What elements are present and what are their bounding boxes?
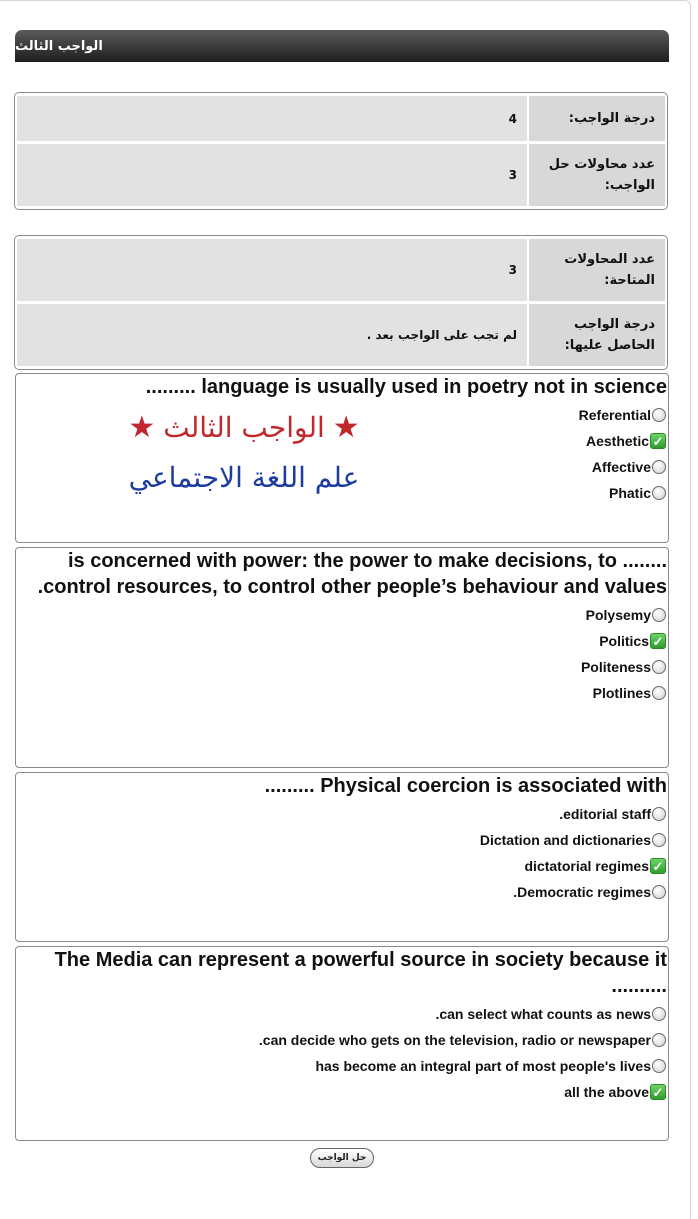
radio-icon[interactable] — [652, 408, 666, 422]
option-politics[interactable] — [16, 628, 668, 654]
radio-icon[interactable] — [652, 833, 666, 847]
homework-title-bar — [15, 30, 669, 62]
radio-icon[interactable] — [652, 1033, 666, 1047]
question-3-text: Physical coercion is associated with ......... — [264, 775, 667, 797]
question-4-text: The Media can represent a powerful source in society because it .......... — [54, 949, 667, 997]
status-row-available — [17, 239, 665, 301]
checkmark-icon[interactable]: ✓ — [650, 433, 666, 449]
option-label: has become an integral part of most people's lives — [315, 1058, 651, 1074]
option-label: Polysemy — [585, 607, 651, 623]
radio-icon[interactable] — [652, 1007, 666, 1021]
option-label: can decide who gets on the television, radio or newspaper. — [258, 1032, 651, 1048]
option-dictation[interactable] — [16, 827, 668, 853]
radio-icon[interactable] — [652, 1059, 666, 1073]
option-dictatorial-regimes[interactable] — [16, 853, 668, 879]
grade-value: 4 — [17, 96, 527, 141]
banner-title — [124, 406, 364, 450]
option-label: editorial staff. — [559, 806, 651, 822]
available-attempts-label: عدد المحاولات المتاحة: — [529, 239, 665, 301]
homework-banner-image — [124, 406, 364, 516]
option-label: can select what counts as news. — [435, 1006, 651, 1022]
radio-icon[interactable] — [652, 608, 666, 622]
grade-label: درجة الواجب: — [529, 96, 665, 141]
radio-icon[interactable] — [652, 807, 666, 821]
option-editorial-staff[interactable] — [16, 801, 668, 827]
option-label: Dictation and dictionaries — [479, 832, 651, 848]
homework-summary-table — [14, 92, 668, 210]
radio-icon[interactable] — [652, 885, 666, 899]
banner-title-text: الواجب الثالث — [163, 411, 325, 444]
star-icon: ★ — [332, 410, 360, 445]
checkmark-icon[interactable]: ✓ — [650, 858, 666, 874]
obtained-grade-label: درجة الواجب الحاصل عليها: — [529, 304, 665, 366]
attempts-status-table — [14, 235, 668, 370]
option-all-above[interactable] — [16, 1079, 668, 1105]
option-politeness[interactable] — [16, 654, 668, 680]
radio-icon[interactable] — [652, 686, 666, 700]
option-label: dictatorial regimes — [524, 858, 649, 874]
question-2 — [15, 547, 669, 768]
banner-subtitle: علم اللغة الاجتماعي — [128, 461, 360, 494]
option-label: Phatic — [608, 485, 651, 501]
option-plotlines[interactable] — [16, 680, 668, 706]
summary-row-attempts — [17, 144, 665, 206]
option-label: Plotlines — [592, 685, 651, 701]
option-democratic-regimes[interactable] — [16, 879, 668, 905]
option-label: Affective — [591, 459, 651, 475]
question-3-options — [16, 801, 668, 905]
question-1-text: language is usually used in poetry not in science ......... — [145, 376, 667, 398]
question-3 — [15, 772, 669, 942]
attempts-value: 3 — [17, 144, 527, 206]
option-select-news[interactable] — [16, 1001, 668, 1027]
radio-icon[interactable] — [652, 660, 666, 674]
option-label: Democratic regimes. — [513, 884, 651, 900]
question-4-options — [16, 1001, 668, 1105]
option-label: Referential — [578, 407, 651, 423]
checkmark-icon[interactable]: ✓ — [650, 633, 666, 649]
page-title: الواجب الثالث — [15, 38, 103, 54]
checkmark-icon[interactable]: ✓ — [650, 1084, 666, 1100]
option-label: Politics — [599, 633, 649, 649]
question-4 — [15, 946, 669, 1141]
option-label: Aesthetic — [585, 433, 649, 449]
status-row-obtained — [17, 304, 665, 366]
radio-icon[interactable] — [652, 460, 666, 474]
radio-icon[interactable] — [652, 486, 666, 500]
attempts-label: عدد محاولات حل الواجب: — [529, 144, 665, 206]
summary-row-grade — [17, 96, 665, 141]
option-decide-who[interactable] — [16, 1027, 668, 1053]
option-integral-part[interactable] — [16, 1053, 668, 1079]
option-label: Politeness — [580, 659, 651, 675]
question-2-text: ........ is concerned with power: the power to make decisions, to control resources, to control other people’s behaviour and values. — [37, 550, 667, 598]
solve-homework-button[interactable]: حل الواجب — [310, 1148, 374, 1168]
star-icon: ★ — [128, 410, 156, 445]
obtained-grade-value: لم تجب على الواجب بعد . — [17, 304, 527, 366]
question-2-options — [16, 602, 668, 706]
available-attempts-value: 3 — [17, 239, 527, 301]
option-label: all the above — [564, 1084, 649, 1100]
option-polysemy[interactable] — [16, 602, 668, 628]
question-1 — [15, 373, 669, 543]
